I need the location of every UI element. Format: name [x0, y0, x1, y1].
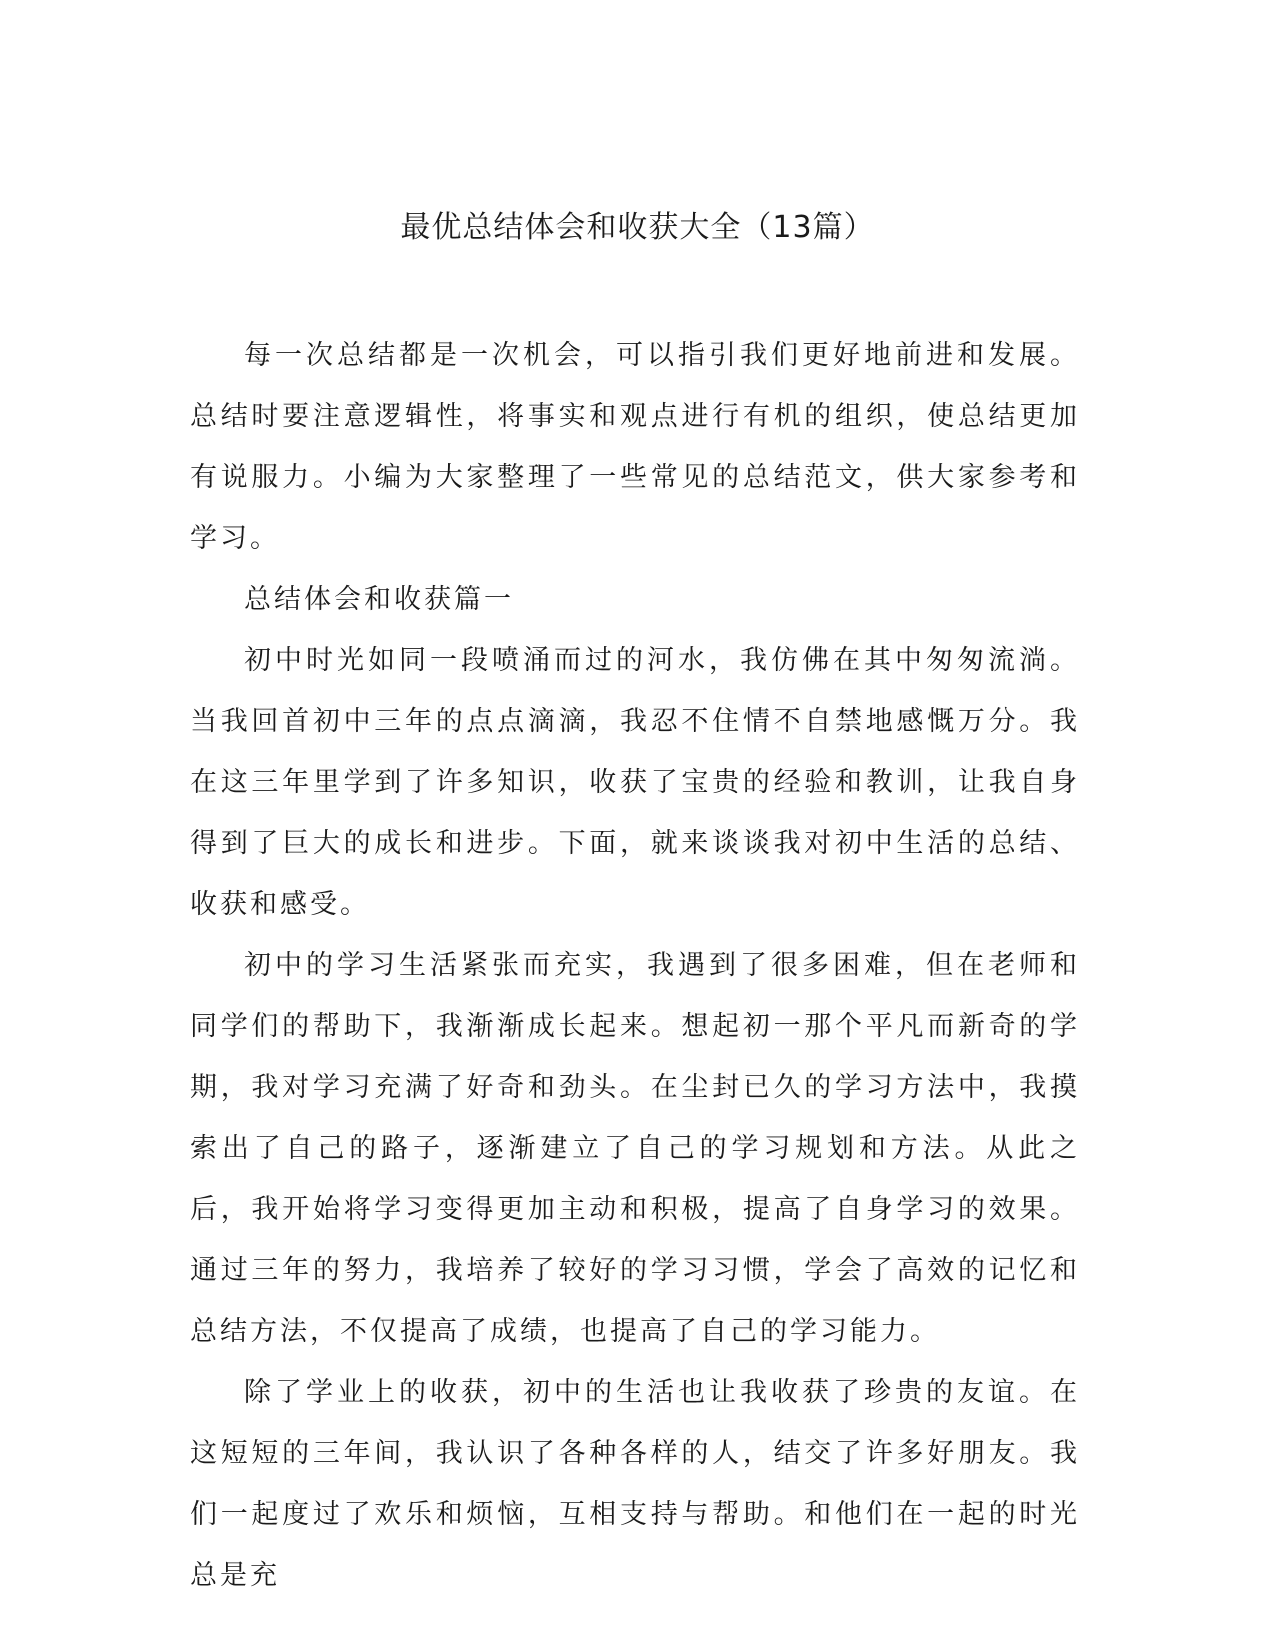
body-paragraph: 初中的学习生活紧张而充实，我遇到了很多困难，但在老师和同学们的帮助下，我渐渐成长起来。想起初一那个平凡而新奇的学期，我对学习充满了好奇和劲头。在尘封已久的学习方法中，我摸索出了自己的路子，逐渐建立了自己的学习规划和方法。从此之后，我开始将学习变得更加主动和积极，提高了自身学习的效果。通过三年的努力，我培养了较好的学习习惯，学会了高效的记忆和总结方法，不仅提高了成绩，也提高了自己的学习能力。: [190, 950, 1080, 1347]
document-body: [190, 325, 1080, 1606]
document-title: 最优总结体会和收获大全（13篇）: [400, 210, 875, 245]
body-paragraph: 除了学业上的收获，初中的生活也让我收获了珍贵的友谊。在这短短的三年间，我认识了各种各样的人，结交了许多好朋友。我们一起度过了欢乐和烦恼，互相支持与帮助。和他们在一起的时光总是充: [190, 1377, 1080, 1591]
intro-paragraph: 每一次总结都是一次机会，可以指引我们更好地前进和发展。总结时要注意逻辑性，将事实和观点进行有机的组织，使总结更加有说服力。小编为大家整理了一些常见的总结范文，供大家参考和学习。: [190, 340, 1080, 554]
body-paragraph: 初中时光如同一段喷涌而过的河水，我仿佛在其中匆匆流淌。当我回首初中三年的点点滴滴，我忍不住情不自禁地感慨万分。我在这三年里学到了许多知识，收获了宝贵的经验和教训，让我自身得到了巨大的成长和进步。下面，就来谈谈我对初中生活的总结、收获和感受。: [190, 645, 1080, 920]
section-heading: 总结体会和收获篇一: [244, 584, 514, 615]
